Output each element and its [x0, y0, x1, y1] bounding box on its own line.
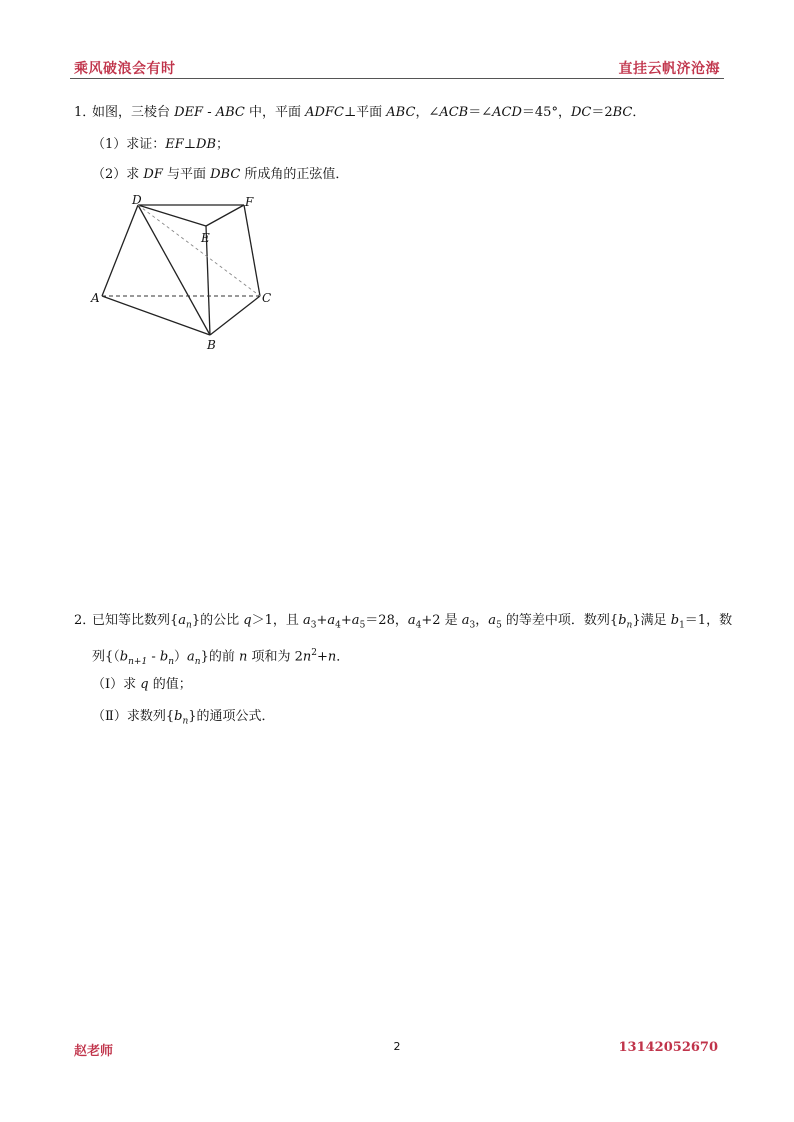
- edge-FC: [244, 205, 260, 296]
- hidden-edge-DC: [138, 205, 260, 296]
- edge-FE: [206, 205, 244, 226]
- frustum-figure: [86, 190, 286, 360]
- label-D: D: [132, 193, 142, 207]
- problem2-part1: （Ⅰ）求 q 的值；: [92, 677, 192, 692]
- footer-phone-number: 13142052670: [618, 1040, 718, 1055]
- problem2-number: 2．: [74, 613, 96, 628]
- problem2-stem-line2: 列$\{(b_{n+1} - b_n)a_n\}$的前 n 项和为 $2n^2+n$．: [92, 648, 350, 667]
- problem1-part2: （2）求 DF 与平面 DBC 所成角的正弦值．: [92, 167, 349, 182]
- header-left-slogan: 乘风破浪会有时: [74, 61, 176, 77]
- edge-DA: [102, 205, 138, 296]
- footer-teacher-name: 赵老师: [74, 1044, 114, 1059]
- frustum-diagram: [86, 190, 286, 360]
- problem1-stem: 如图，三棱台 DEF - ABC 中，平面 ADFC⊥平面 ABC，∠ACB＝∠ACD＝45°，DC＝2BC．: [92, 105, 646, 120]
- header-right-slogan: 直挂云帆济沧海: [618, 61, 720, 77]
- problem2-part2: （Ⅱ）求数列$\{b_n\}$的通项公式．: [92, 709, 275, 727]
- problem1-part1: （1）求证：EF⊥DB；: [92, 137, 230, 152]
- header-divider: [70, 78, 724, 79]
- label-F: F: [245, 195, 254, 209]
- problem1-number: 1．: [74, 105, 96, 120]
- edge-AB: [102, 296, 210, 335]
- edge-BC: [210, 296, 260, 335]
- label-E: E: [201, 231, 210, 245]
- label-B: B: [207, 338, 216, 352]
- page-number: 2: [393, 1040, 401, 1053]
- problem2-stem-line1: 已知等比数列$\{a_n\}$的公比 q＞1，且 $a_3+a_4+a_5=28$，$a_4+2$ 是 $a_3$，$a_5$ 的等差中项．数列$\{b_n\}$满足 $b_1=1$，数: [92, 613, 733, 631]
- label-C: C: [262, 291, 272, 305]
- label-A: A: [91, 291, 100, 305]
